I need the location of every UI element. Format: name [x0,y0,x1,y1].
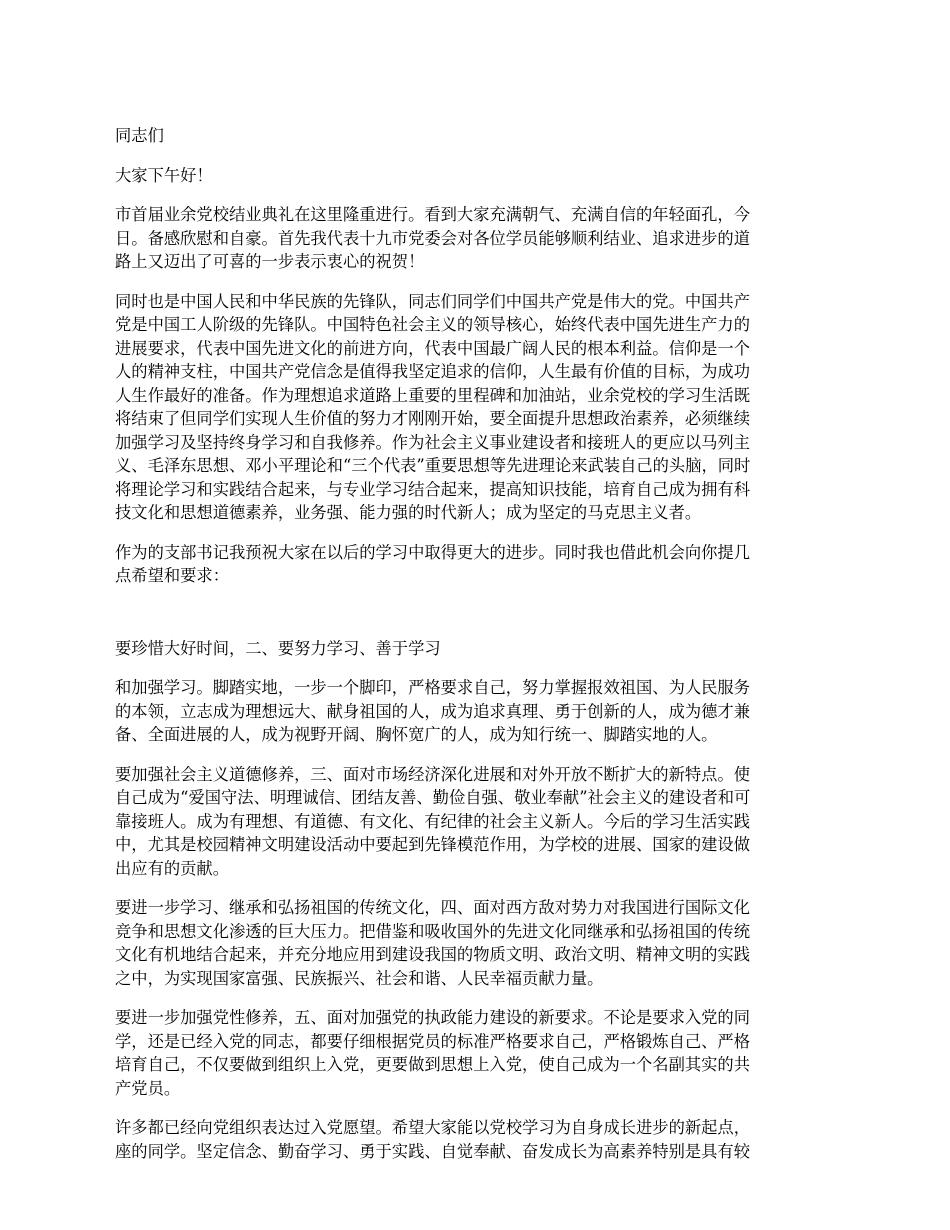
paragraph-party-spirit: 要进一步加强党性修养，五、面对加强党的执政能力建设的新要求。不论是要求入党的同 学，还是已经入党的同志，都要仔细根据党员的标准严格要求自己，严格锻炼自己、严格 培育自己，不仅要做到组织上入党，更要做到思想上入党，使自己成为一个名副其实的共 产党员。 [115,1008,750,1098]
paragraph-closing: 许多都已经向党组织表达过入党愿望。希望大家能以党校学习为自身成长进步的新起点， 座的同学。坚定信念、勤奋学习、勇于实践、自觉奉献、奋发成长为高素养特别是具有较 [115,1118,750,1161]
salutation: 大家下午好！ [115,165,213,185]
paragraph-opening: 市首届业余党校结业典礼在这里隆重进行。看到大家充满朝气、充满自信的年轻面孔，今 日。备感欣慰和自豪。首先我代表十九市党委会对各位学员能够顺利结业、追求进步的道 路上又迈出了可喜的一步表示衷心的祝贺！ [115,205,750,271]
paragraph-study: 和加强学习。脚踏实地，一步一个脚印，严格要求自己，努力掌握报效祖国、为人民服务 的本领，立志成为理想远大、献身祖国的人，成为追求真理、勇于创新的人，成为德才兼 备、全面进展的人，成为视野开阔、胸怀宽广的人，成为知行统一、脚踏实地的人。 [115,678,750,744]
paragraph-morality: 要加强社会主义道德修养，三、面对市场经济深化进展和对外开放不断扩大的新特点。使 自己成为“爱国守法、明理诚信、团结友善、勤俭自强、敬业奉献”社会主义的建设者和可 靠接班人。成为有理想、有道德、有文化、有纪律的社会主义新人。今后的学习生活实践 中，尤其是校园精神文明建设活动中要起到先锋模范作用，为学校的进展、国家的建设做 出应有的贡献。 [115,764,751,878]
paragraph-wishes: 作为的支部书记我预祝大家在以后的学习中取得更大的进步。同时我也借此机会向你提几 点希望和要求： [115,542,750,585]
section-gap [115,604,839,637]
paragraph-culture: 要进一步学习、继承和弘扬祖国的传统文化，四、面对西方敌对势力对我国进行国际文化 竞争和思想文化渗透的巨大压力。把借鉴和吸收国外的先进文化同继承和弘扬祖国的传统 文化有机地结合起来，并充分地应用到建设我国的物质文明、政治文明、精神文明的实践 之中，为实现国家富强、民族振兴、社会和谐、人民幸福贡献力量。 [115,898,750,988]
point-heading: 要珍惜大好时间，二、要努力学习、善于学习 [115,638,441,658]
paragraph-party: 同时也是中国人民和中华民族的先锋队，同志们同学们中国共产党是伟大的党。中国共产 党是中国工人阶级的先锋队。中国特色社会主义的领导核心，始终代表中国先进生产力的 进展要求，代表中国先进文化的前进方向，代表中国最广阔人民的根本利益。信仰是一个 人的精神支柱，中国共产党信念是值得我坚定追求的信仰，人生最有价值的目标，为成功 人生作最好的准备。作为理想追求道路上重要的里程碑和加油站，业余党校的学习生活既 将结束了但同学们实现人生价值的努力才刚刚开始，要全面提升思想政治素养，必须继续 加强学习及坚持终身学习和自我修养。作为社会主义事业建设者和接班人的更应以马列主 义、毛泽东思想、邓小平理论和“三个代表”重要思想等先进理论来武装自己的头脑，同时 将理论学习和实践结合起来，与专业学习结合起来，提高知识技能，培育自己成为拥有科 技文化和思想道德素养，业务强、能力强的时代新人；成为坚定的马克思主义者。 [115,291,751,522]
document-page [115,124,839,1179]
greeting: 同志们 [115,126,164,145]
